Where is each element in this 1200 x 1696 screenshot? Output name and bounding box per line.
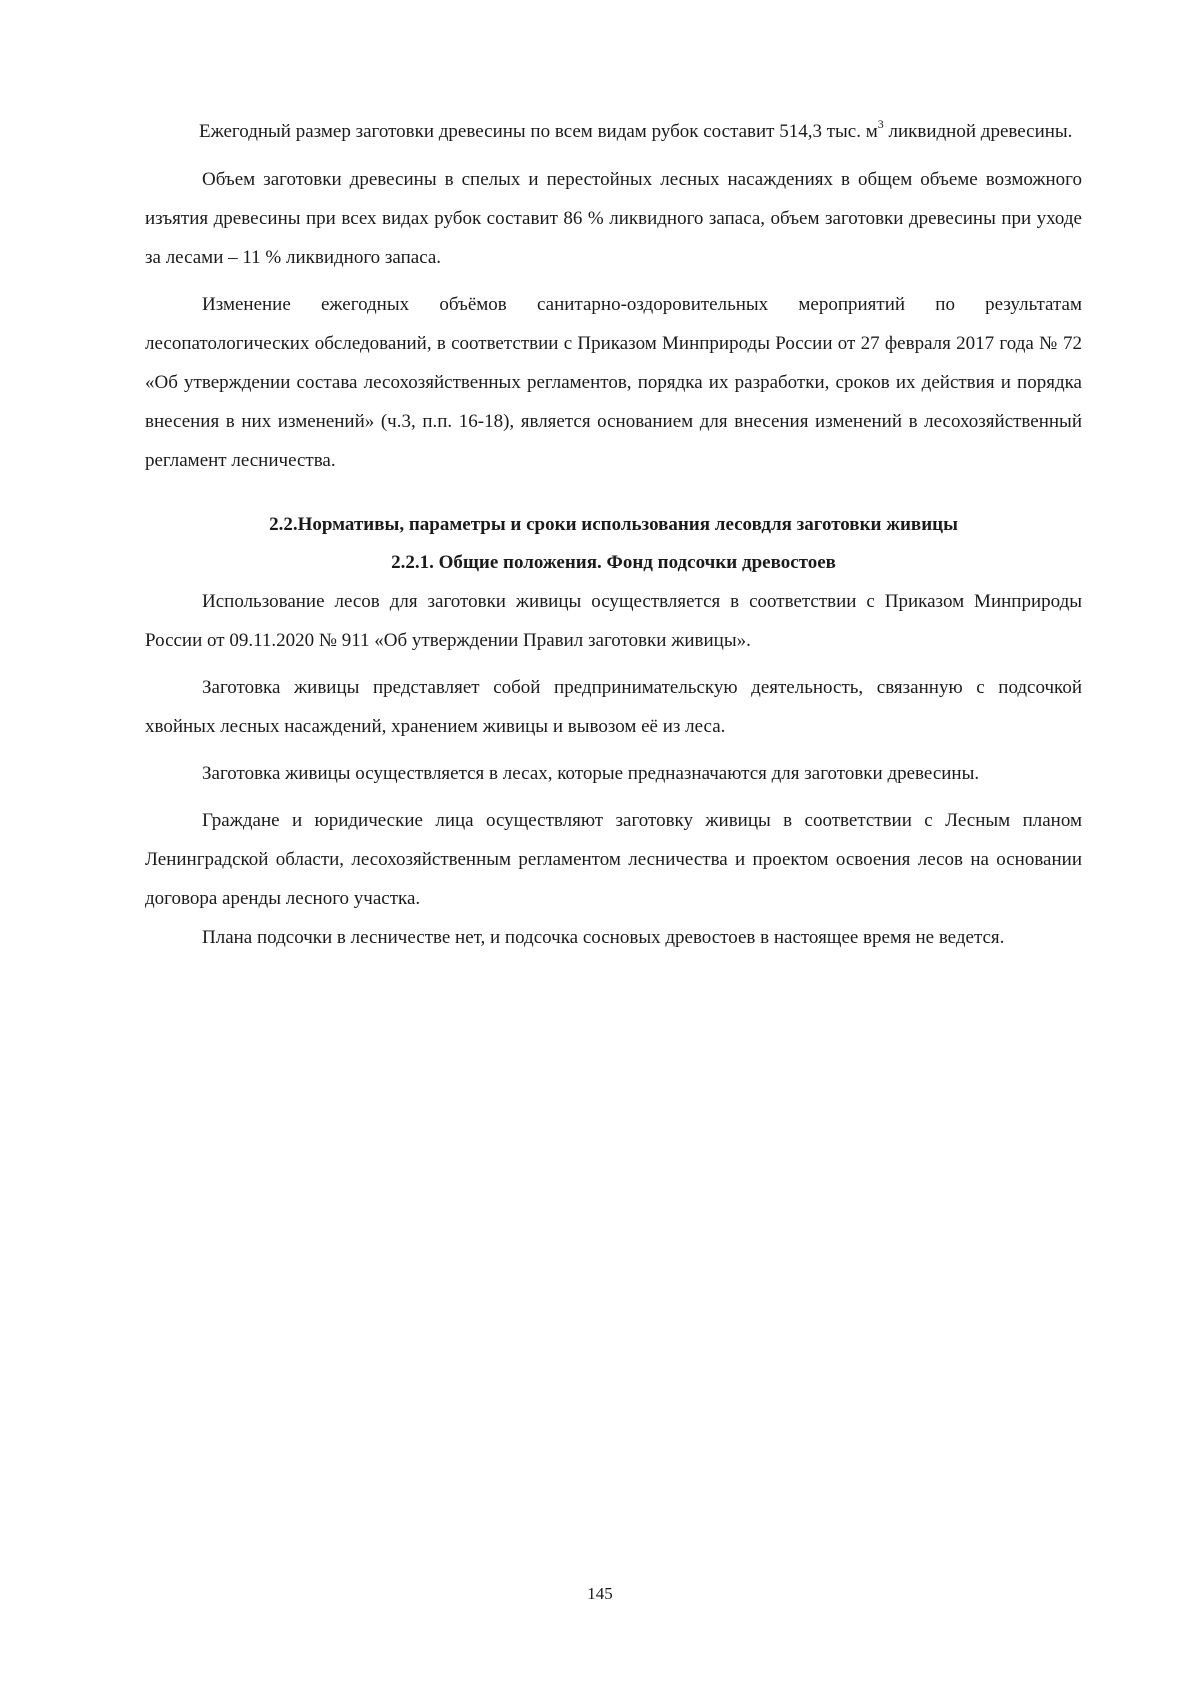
paragraph-annual-harvest-text: Ежегодный размер заготовки древесины по всем видам рубок составит 514,3 тыс. м	[199, 121, 878, 142]
paragraph-resin-plan: Плана подсочки в лесничестве нет, и подсочка сосновых древостоев в настоящее время не ведется.	[202, 927, 1005, 948]
superscript-cubic: 3	[877, 116, 884, 131]
paragraph-resin-forests: Заготовка живицы осуществляется в лесах, которые предназначаются для заготовки древесины.	[202, 763, 980, 784]
paragraph-resin-use: Использование лесов для заготовки живицы осуществляется в соответствии с Приказом Минприроды России от 09.11.2020 № 911 «Об утверждении Правил заготовки живицы».	[145, 591, 1082, 651]
paragraph-sanitary-measures: Изменение ежегодных объёмов санитарно-оздоровительных мероприятий по результатам лесопатологических обследований, в соответствии с Приказом Минприроды России от 27 февраля 2017 года № 72 «Об утверждении состава лесохозяйственных регламентов, порядка их разработки, сроков их действия и порядка внесения в них изменений» (ч.3, п.п. 16-18), является основанием для внесения изменений в лесохозяйственный регламент лесничества.	[145, 294, 1082, 471]
page-number: 145	[587, 1584, 613, 1603]
paragraph-resin-legal: Граждане и юридические лица осуществляют заготовку живицы в соответствии с Лесным планом Ленинградской области, лесохозяйственным регламентом лесничества и проектом освоения лесов на основании договора аренды лесного участка.	[145, 810, 1082, 909]
paragraph-resin-definition: Заготовка живицы представляет собой предпринимательскую деятельность, связанную с подсочкой хвойных лесных насаждений, хранением живицы и вывозом её из леса.	[145, 677, 1082, 737]
section-heading: 2.2.Нормативы, параметры и сроки использования лесовдля заготовки живицы	[269, 514, 958, 535]
paragraph-harvest-volume: Объем заготовки древесины в спелых и перестойных лесных насаждениях в общем объеме возможного изъятия древесины при всех видах рубок составит 86 % ликвидного запаса, объем заготовки древесины при уходе за лесами – 11 % ликвидного запаса.	[145, 169, 1082, 268]
paragraph-annual-harvest	[145, 112, 1082, 151]
subsection-heading: 2.2.1. Общие положения. Фонд подсочки древостоев	[391, 552, 836, 573]
paragraph-annual-harvest-tail: ликвидной древесины.	[883, 121, 1073, 142]
